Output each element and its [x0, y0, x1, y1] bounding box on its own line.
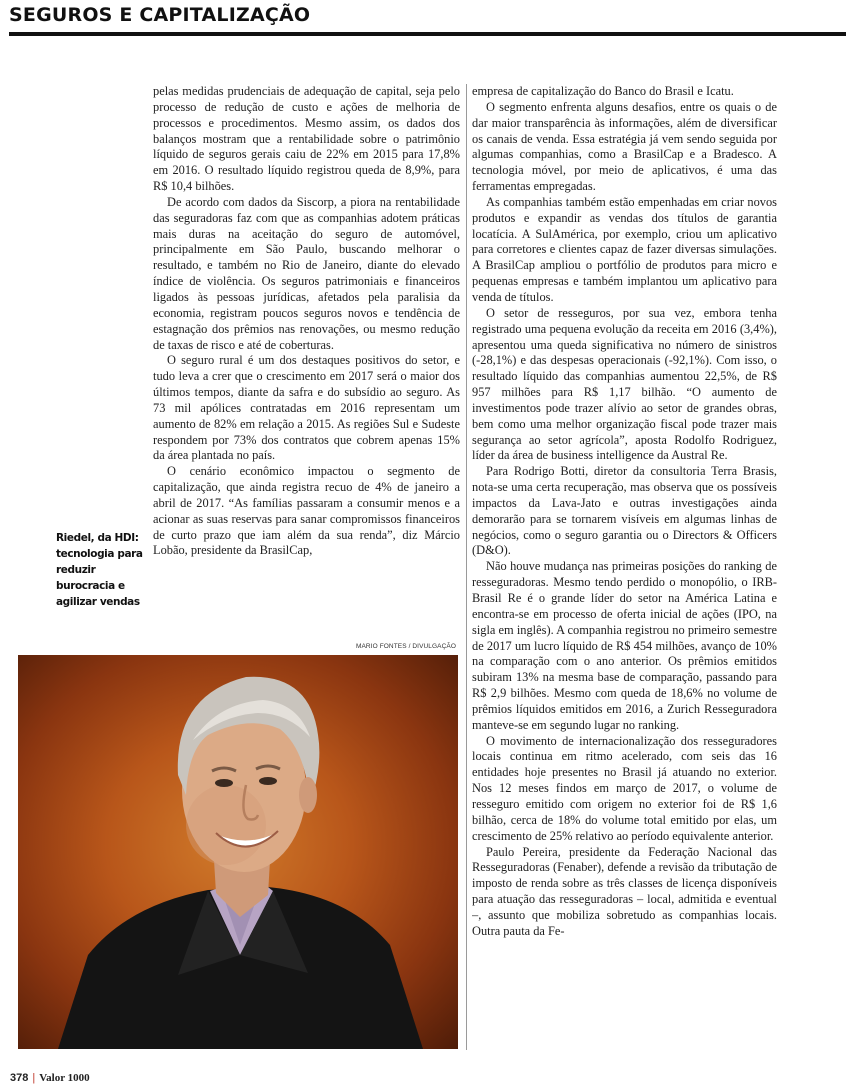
paragraph: Não houve mudança nas primeiras posições do ranking de resseguradoras. Mesmo tendo perdido o monopólio, o IRB-Brasil Re é o grande líder do setor na América Latina e encontra-se em processo de oferta inicial de ações (IPO, na sigla em inglês). A companhia registrou no primeiro semestre de 2017 um lucro líquido de R$ 454 milhões, avanço de 10% na comparação com o ano anterior. Os prêmios emitidos subiram 13% na mesma base de comparação, passando para R$ 2,9 bilhões. Mesmo com queda de 18,6% no volume de prêmios líquidos emitidos em 2016, a Zurich Resseguradora manteve-se em segundo lugar no ranking. — [472, 559, 777, 732]
paragraph: Para Rodrigo Botti, diretor da consultoria Terra Brasis, nota-se uma certa recuperação, mas observa que os possíveis impactos da Lava-Jato e outras investigações ainda demorarão para se tornarem visíveis em algumas linhas de negócios, como o seguro garantia ou o Directors & Officers (D&O). — [472, 464, 777, 558]
portrait-illustration — [18, 655, 458, 1049]
photo-credit: MARIO FONTES / DIVULGAÇÃO — [355, 643, 456, 650]
paragraph: pelas medidas prudenciais de adequação de capital, seja pelo processo de redução de custo e ações de melhoria de processos e procedimentos. Mesmo assim, os dados dos balanços mostram que a rentabilidade sobre o patrimônio líquido de seguros gerais caiu de 22% em 2015 para 17,8% em 2016. O resultado líquido registrou queda de 8,9%, para R$ 10,4 bilhões. — [153, 84, 460, 194]
section-title: SEGUROS E CAPITALIZAÇÃO — [9, 4, 311, 26]
article-column-right — [472, 84, 777, 1058]
paragraph: O segmento enfrenta alguns desafios, entre os quais o de dar maior transparência às informações, além de diversificar os canais de venda. Essa estratégia já vem sendo seguida por algumas companhias, como a BrasilCap e a Bradesco. A tecnologia móvel, por meio de aplicativos, é uma das ferramentas empregadas. — [472, 99, 777, 194]
paragraph: O seguro rural é um dos destaques positivos do setor, e tudo leva a crer que o crescimento em 2017 será o maior dos últimos tempos, diante da safra e do subsídio ao seguro. As 73 mil apólices contratadas em 2016 representam um aumento de 82% em relação a 2015. As regiões Sul e Sudeste respondem por 73% dos contratos que cobrem apenas 15% da área plantada no país. — [153, 353, 460, 463]
photo-caption: Riedel, da HDI: tecnologia para reduzir burocracia e agilizar vendas — [56, 532, 143, 608]
paragraph: De acordo com dados da Siscorp, a piora na rentabilidade das seguradoras faz com que as companhias adotem práticas mais duras na aceitação do seguro de automóvel, principalmente em São Paulo, buscando melhorar o resultado, e também no Rio de Janeiro, diante do elevado índice de violência. Os seguros patrimoniais e financeiros ligados às pessoas jurídicas, afetados pela paralisia da economia, registram poucos seguros novos e tendência de estagnação dos prêmios nas renovações, ou mesmo redução de taxas de risco e até de coberturas. — [153, 194, 460, 352]
paragraph: O movimento de internacionalização dos resseguradores locais continua em ritmo acelerado, com seis das 16 entidades hoje presentes no Brasil já atuando no exterior. Nos 12 meses findos em março de 2017, o volume de resseguro emitido com origem no exterior foi de R$ 1,6 bilhão, cerca de 18% do volume total emitido por elas, um crescimento de 25% relativo ao período equivalente anterior. — [472, 733, 777, 843]
paragraph: O setor de resseguros, por sua vez, embora tenha registrado uma pequena evolução da receita em 2016 (3,4%), apresentou uma queda significativa no número de sinistros (-28,1%) e das despesas operacionais (-92,1%). Com isso, o resultado líquido das companhias aumentou 22,5%, de R$ 957 milhões para R$ 1,17 bilhão. “O aumento de investimentos pode trazer alívio ao setor de grandes obras, bem como uma melhor organização fiscal pode trazer mais segurança ao setor agrícola”, aposta Rodolfo Rodriguez, líder da área de business intelligence da Austral Re. — [472, 305, 777, 463]
section-rule — [9, 32, 846, 36]
paragraph: As companhias também estão empenhadas em criar novos produtos e expandir as vendas dos títulos de garantia locatícia. A SulAmérica, por exemplo, criou um aplicativo para corretores e clientes capaz de fazer diversas simulações. A BrasilCap ampliou o portfólio de produtos para micro e pequenas empresas e também implantou um aplicativo para venda de títulos. — [472, 194, 777, 304]
page-footer — [10, 1072, 90, 1084]
paragraph: O cenário econômico impactou o segmento de capitalização, que ainda registra recuo de 4% de janeiro a abril de 2017. “As famílias passaram a consumir menos e a acionar as suas reservas para sanar compromissos financeiros de curto prazo que iam além da sua renda”, diz Márcio Lobão, presidente da BrasilCap, — [153, 464, 460, 558]
page-number: 378 — [10, 1072, 29, 1084]
footer-separator: | — [32, 1072, 36, 1084]
column-divider — [466, 84, 467, 1050]
portrait-photo — [18, 655, 458, 1049]
publication-name: Valor 1000 — [39, 1072, 90, 1084]
paragraph: empresa de capitalização do Banco do Brasil e Icatu. — [472, 84, 734, 98]
paragraph: Paulo Pereira, presidente da Federação Nacional das Resseguradoras (Fenaber), defende a revisão da tributação de imposto de renda sobre as três classes de licença disponíveis para atuação das resseguradoras – local, admitida e eventual –, assunto que mobiliza sobretudo as companhias locais. Outra pauta da Fe- — [472, 844, 777, 938]
article-column-left — [153, 84, 460, 559]
